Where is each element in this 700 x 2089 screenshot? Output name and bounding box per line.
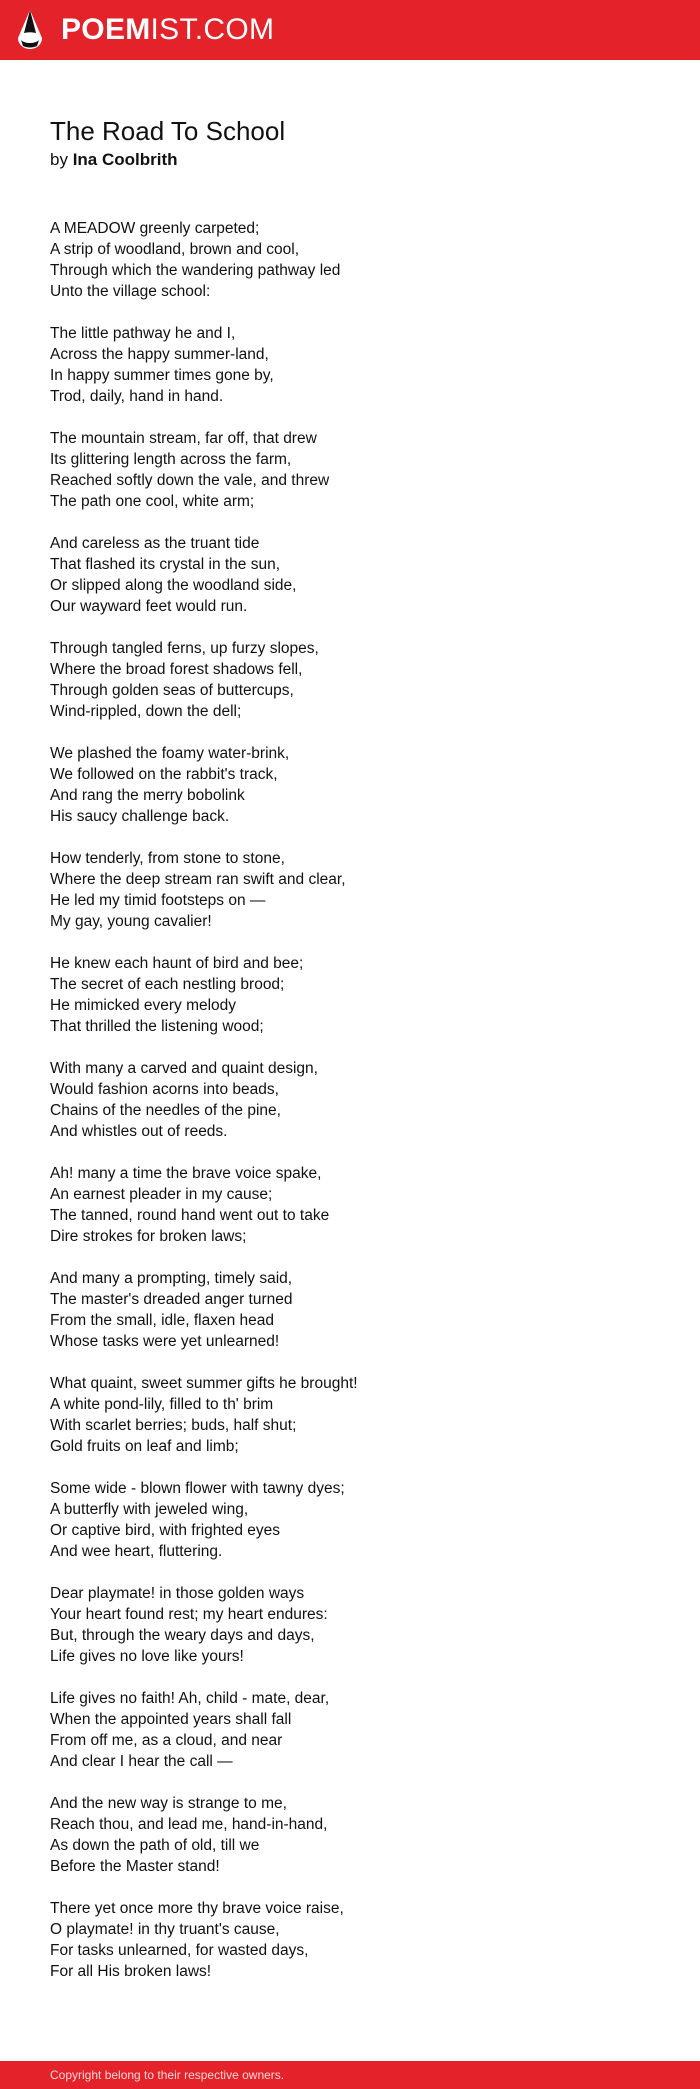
stanza	[50, 1793, 650, 1877]
poem-line: A strip of woodland, brown and cool,	[50, 241, 300, 258]
poem-line: But, through the weary days and days,	[50, 1627, 315, 1644]
stanza	[50, 1058, 650, 1142]
stanza	[50, 953, 650, 1037]
stanza	[50, 1583, 650, 1667]
poem-line: Through which the wandering pathway led	[50, 262, 341, 279]
poem-line: Chains of the needles of the pine,	[50, 1102, 281, 1119]
poem-line: As down the path of old, till we	[50, 1837, 260, 1854]
brand-name-light: IST.COM	[150, 13, 275, 46]
site-footer	[0, 2061, 700, 2089]
author-name: Ina Coolbrith	[72, 150, 178, 169]
poem-line: And the new way is strange to me,	[50, 1795, 287, 1812]
poem-body	[50, 218, 650, 1982]
poem-line: Before the Master stand!	[50, 1858, 220, 1875]
poem-line: He mimicked every melody	[50, 997, 237, 1014]
poem-line: Whose tasks were yet unlearned!	[50, 1333, 280, 1350]
stanza	[50, 533, 650, 617]
poem-line: Our wayward feet would run.	[50, 598, 248, 615]
poem-line: Reach thou, and lead me, hand-in-hand,	[50, 1816, 328, 1833]
stanza	[50, 218, 650, 302]
stanza	[50, 1268, 650, 1352]
poem-line: When the appointed years shall fall	[50, 1711, 292, 1728]
poem-line: Or captive bird, with frighted eyes	[50, 1522, 281, 1539]
poem-line: He knew each haunt of bird and bee;	[50, 955, 304, 972]
pen-nib-icon	[16, 9, 44, 51]
poem-line: A butterfly with jeweled wing,	[50, 1501, 249, 1518]
poem-line: From off me, as a cloud, and near	[50, 1732, 283, 1749]
byline	[50, 148, 650, 172]
poem-line: Dear playmate! in those golden ways	[50, 1585, 305, 1602]
poem-line: That thrilled the listening wood;	[50, 1018, 264, 1035]
site-header	[0, 0, 700, 60]
poem-line: Life gives no faith! Ah, child - mate, dear,	[50, 1690, 330, 1707]
stanza	[50, 1373, 650, 1457]
poem-line: O playmate! in thy truant's cause,	[50, 1921, 280, 1938]
poem-line: In happy summer times gone by,	[50, 367, 274, 384]
poem-line: Your heart found rest; my heart endures:	[50, 1606, 328, 1623]
poem-line: There yet once more thy brave voice raise,	[50, 1900, 344, 1917]
poem-line: Would fashion acorns into beads,	[50, 1081, 279, 1098]
poem-line: And whistles out of reeds.	[50, 1123, 228, 1140]
stanza	[50, 1163, 650, 1247]
site-logo-link[interactable]	[16, 9, 274, 51]
poem-line: His saucy challenge back.	[50, 808, 230, 825]
stanza	[50, 1898, 650, 1982]
poem-line: The secret of each nestling brood;	[50, 976, 285, 993]
stanza	[50, 323, 650, 407]
poem-line: Across the happy summer-land,	[50, 346, 269, 363]
poem-line: A MEADOW greenly carpeted;	[50, 220, 260, 237]
brand-name	[61, 9, 274, 51]
poem-line: Dire strokes for broken laws;	[50, 1228, 247, 1245]
poem-line: For tasks unlearned, for wasted days,	[50, 1942, 309, 1959]
poem-line: Gold fruits on leaf and limb;	[50, 1438, 239, 1455]
poem-line: We plashed the foamy water-brink,	[50, 745, 290, 762]
poem-content	[50, 114, 650, 2003]
stanza	[50, 638, 650, 722]
by-label: by	[50, 150, 68, 169]
poem-line: Through tangled ferns, up furzy slopes,	[50, 640, 319, 657]
poem-line: The tanned, round hand went out to take	[50, 1207, 330, 1224]
poem-title: The Road To School	[50, 116, 286, 146]
poem-line: Trod, daily, hand in hand.	[50, 388, 224, 405]
poem-line: The little pathway he and I,	[50, 325, 236, 342]
poem-line: Wind-rippled, down the dell;	[50, 703, 242, 720]
poem-line: We followed on the rabbit's track,	[50, 766, 278, 783]
poem-line: He led my timid footsteps on —	[50, 892, 266, 909]
poem-line: The mountain stream, far off, that drew	[50, 430, 317, 447]
poem-line: The master's dreaded anger turned	[50, 1291, 293, 1308]
poem-line: With scarlet berries; buds, half shut;	[50, 1417, 297, 1434]
stanza	[50, 848, 650, 932]
stanza	[50, 428, 650, 512]
poem-line: Or slipped along the woodland side,	[50, 577, 297, 594]
poem-line: Ah! many a time the brave voice spake,	[50, 1165, 322, 1182]
poem-line: And careless as the truant tide	[50, 535, 260, 552]
poem-line: For all His broken laws!	[50, 1963, 212, 1980]
poem-line: That flashed its crystal in the sun,	[50, 556, 281, 573]
poem-line: And rang the merry bobolink	[50, 787, 245, 804]
poem-line: Unto the village school:	[50, 283, 211, 300]
copyright-notice: Copyright belong to their respective owners.	[50, 2068, 285, 2082]
poem-line: And many a prompting, timely said,	[50, 1270, 293, 1287]
poem-line: An earnest pleader in my cause;	[50, 1186, 273, 1203]
poem-line: With many a carved and quaint design,	[50, 1060, 318, 1077]
poem-line: How tenderly, from stone to stone,	[50, 850, 285, 867]
poem-line: And wee heart, fluttering.	[50, 1543, 223, 1560]
poem-line: Some wide - blown flower with tawny dyes;	[50, 1480, 345, 1497]
brand-name-bold: POEM	[61, 13, 151, 46]
poem-line: Where the deep stream ran swift and clear,	[50, 871, 346, 888]
poem-line: What quaint, sweet summer gifts he brought!	[50, 1375, 358, 1392]
poem-line: A white pond-lily, filled to th' brim	[50, 1396, 274, 1413]
poem-line: Where the broad forest shadows fell,	[50, 661, 303, 678]
poem-line: My gay, young cavalier!	[50, 913, 212, 930]
stanza	[50, 1478, 650, 1562]
poem-line: Its glittering length across the farm,	[50, 451, 292, 468]
poem-line: From the small, idle, flaxen head	[50, 1312, 274, 1329]
poem-line: The path one cool, white arm;	[50, 493, 255, 510]
poem-line: Life gives no love like yours!	[50, 1648, 244, 1665]
poem-line: Through golden seas of buttercups,	[50, 682, 294, 699]
stanza	[50, 1688, 650, 1772]
stanza	[50, 743, 650, 827]
poem-line: And clear I hear the call —	[50, 1753, 233, 1770]
poem-line: Reached softly down the vale, and threw	[50, 472, 330, 489]
